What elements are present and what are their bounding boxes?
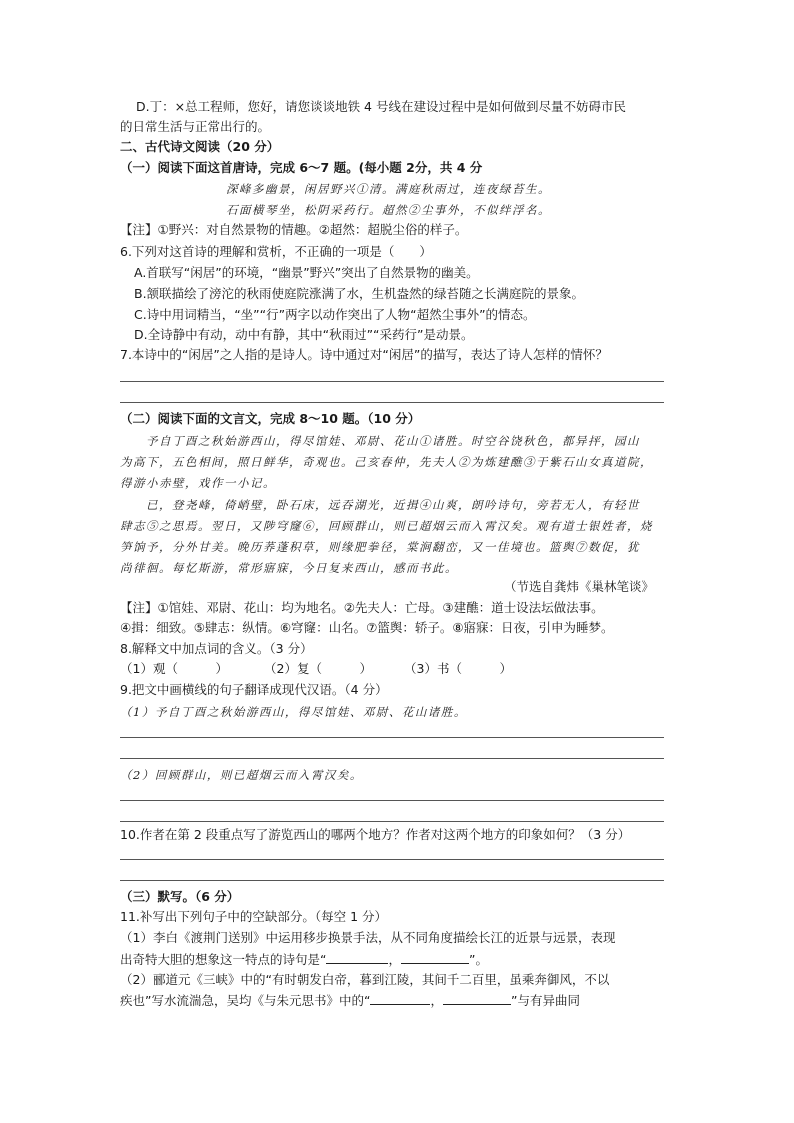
question-7: 7.本诗中的“闲居”之人指的是诗人。诗中通过对“闲居”的描写，表达了诗人怎样的情怀？ [120, 347, 608, 362]
option-d-line2: 的日常生活与正常出行的。 [120, 119, 271, 134]
q11-item-2-line1: （2）郦道元《三峡》中的“有时朝发白帝，暮到江陵，其间千二百里，虽乘奔御风，不以 [120, 972, 610, 987]
passage-line: 为高下，五色相间，照日鲜华，奇观也。己亥春仲，先夫人②为炼建醮③于紫石山女真道院， [120, 455, 653, 469]
answer-line [120, 381, 664, 382]
question-9: 9.把文中画横线的句子翻译成现代汉语。（4 分） [120, 682, 388, 697]
q11-item-2-line2: 疾也”写水流湍急，吴均《与朱元思书》中的“ ， ”与有异曲同 [120, 993, 580, 1008]
part1-heading: （一）阅读下面这首唐诗，完成 6～7 题。(每小题 2分，共 4 分 [120, 160, 483, 175]
q6-option-d: D.全诗静中有动，动中有静，其中“秋雨过”“采药行”是动景。 [134, 327, 474, 342]
poem-note: 【注】①野兴：对自然景物的情趣。②超然：超脱尘俗的样子。 [120, 222, 468, 237]
part3-heading: （三）默写。（6 分） [120, 889, 240, 904]
fill-blank[interactable] [370, 991, 430, 1005]
q8-item-3: （3）书（ ） [404, 661, 512, 676]
answer-line [120, 821, 664, 822]
passage-line: 肆志⑤之思焉。翌日，又陟穹窿⑥，回顾群山，则已超烟云而入霄汉矣。观有道士银姓者，烧 [120, 519, 653, 533]
passage-source: （节选自龚炜《巢林笔谈》 [504, 579, 655, 594]
passage-line: 予自丁酉之秋始游西山，得尽馆娃、邓尉、花山①诸胜。时空谷饶秋色，都异抨，园山 [146, 434, 640, 448]
q8-item-2: （2）复（ ） [264, 661, 372, 676]
answer-line [120, 737, 664, 738]
question-11: 11.补写出下列句子中的空缺部分。（每空 1 分） [120, 909, 388, 924]
question-10: 10.作者在第 2 段重点写了游览西山的哪两个地方？作者对这两个地方的印象如何？（3 分） [120, 827, 631, 842]
answer-line [120, 800, 664, 801]
answer-line [120, 859, 664, 860]
answer-line [120, 758, 664, 759]
question-6: 6.下列对这首诗的理解和赏析，不正确的一项是（ ） [120, 244, 432, 259]
poem-line-1: 深峰多幽景，闲居野兴①清。满庭秋雨过，连夜绿苔生。 [226, 182, 551, 196]
q11-item-1-line1: （1）李白《渡荆门送别》中运用移步换景手法，从不同角度描绘长江的近景与远景，表现 [120, 930, 616, 945]
q9-sentence-2: （2）回顾群山，则已超烟云而入霄汉矣。 [120, 768, 363, 782]
part2-heading: （二）阅读下面的文言文，完成 8～10 题。（10 分） [120, 411, 421, 426]
fill-blank[interactable] [326, 950, 388, 964]
answer-line [120, 880, 664, 881]
q8-item-1: （1）观（ ） [120, 661, 228, 676]
passage-line: 已，登尧峰，倚峭壁，卧石床，远吞湖光，近揖④山爽，朗吟诗句，旁若无人，有轻世 [146, 498, 640, 512]
q9-sentence-1: （1）予自丁酉之秋始游西山，得尽馆娃、邓尉、花山诸胜。 [120, 705, 467, 719]
fill-blank[interactable] [443, 991, 511, 1005]
q6-option-c: C.诗中用词精当，“坐”“行”两字以动作突出了人物“超然尘事外”的情态。 [134, 307, 536, 322]
q6-option-a: A.首联写“闲居”的环境，“幽景”野兴”突出了自然景物的幽美。 [134, 265, 479, 280]
answer-line [120, 402, 664, 403]
passage-line: 尚徘徊。每忆斯游，常形寤寐，今日复来西山，感而书此。 [120, 561, 458, 575]
passage-note-2: ④揖：细致。⑤肆志：纵情。⑥穹窿：山名。⑦篮舆：轿子。⑧寤寐：日夜，引申为睡梦。 [120, 620, 614, 635]
poem-line-2: 石面横琴坐，松阴采药行。超然②尘事外，不似绊浮名。 [226, 203, 551, 217]
q11-item-1-line2: 出奇特大胆的想象这一特点的诗句是“ ， ”。 [120, 952, 488, 967]
passage-line: 得游小赤壁，戏作一小记。 [120, 476, 276, 490]
question-8: 8.解释文中加点词的含义。（3 分） [120, 641, 313, 656]
option-d-line1: D.丁：×总工程师，您好，请您谈谈地铁 4 号线在建设过程中是如何做到尽量不妨碍市民 [136, 99, 626, 114]
section-heading: 二、古代诗文阅读（20 分） [120, 139, 280, 154]
q6-option-b: B.颔联描绘了滂沱的秋雨使庭院涨满了水，生机盎然的绿苔随之长满庭院的景象。 [134, 286, 585, 301]
passage-note-1: 【注】①馆娃、邓尉、花山：均为地名。②先夫人：亡母。③建醮：道士设法坛做法事。 [120, 600, 604, 615]
fill-blank[interactable] [401, 950, 469, 964]
passage-line: 笋饷予，分外甘美。晚历荞蓬积草，则缘肥拳径，棠涧翻峦，又一佳境也。篮舆⑦数促，犹 [120, 540, 640, 554]
